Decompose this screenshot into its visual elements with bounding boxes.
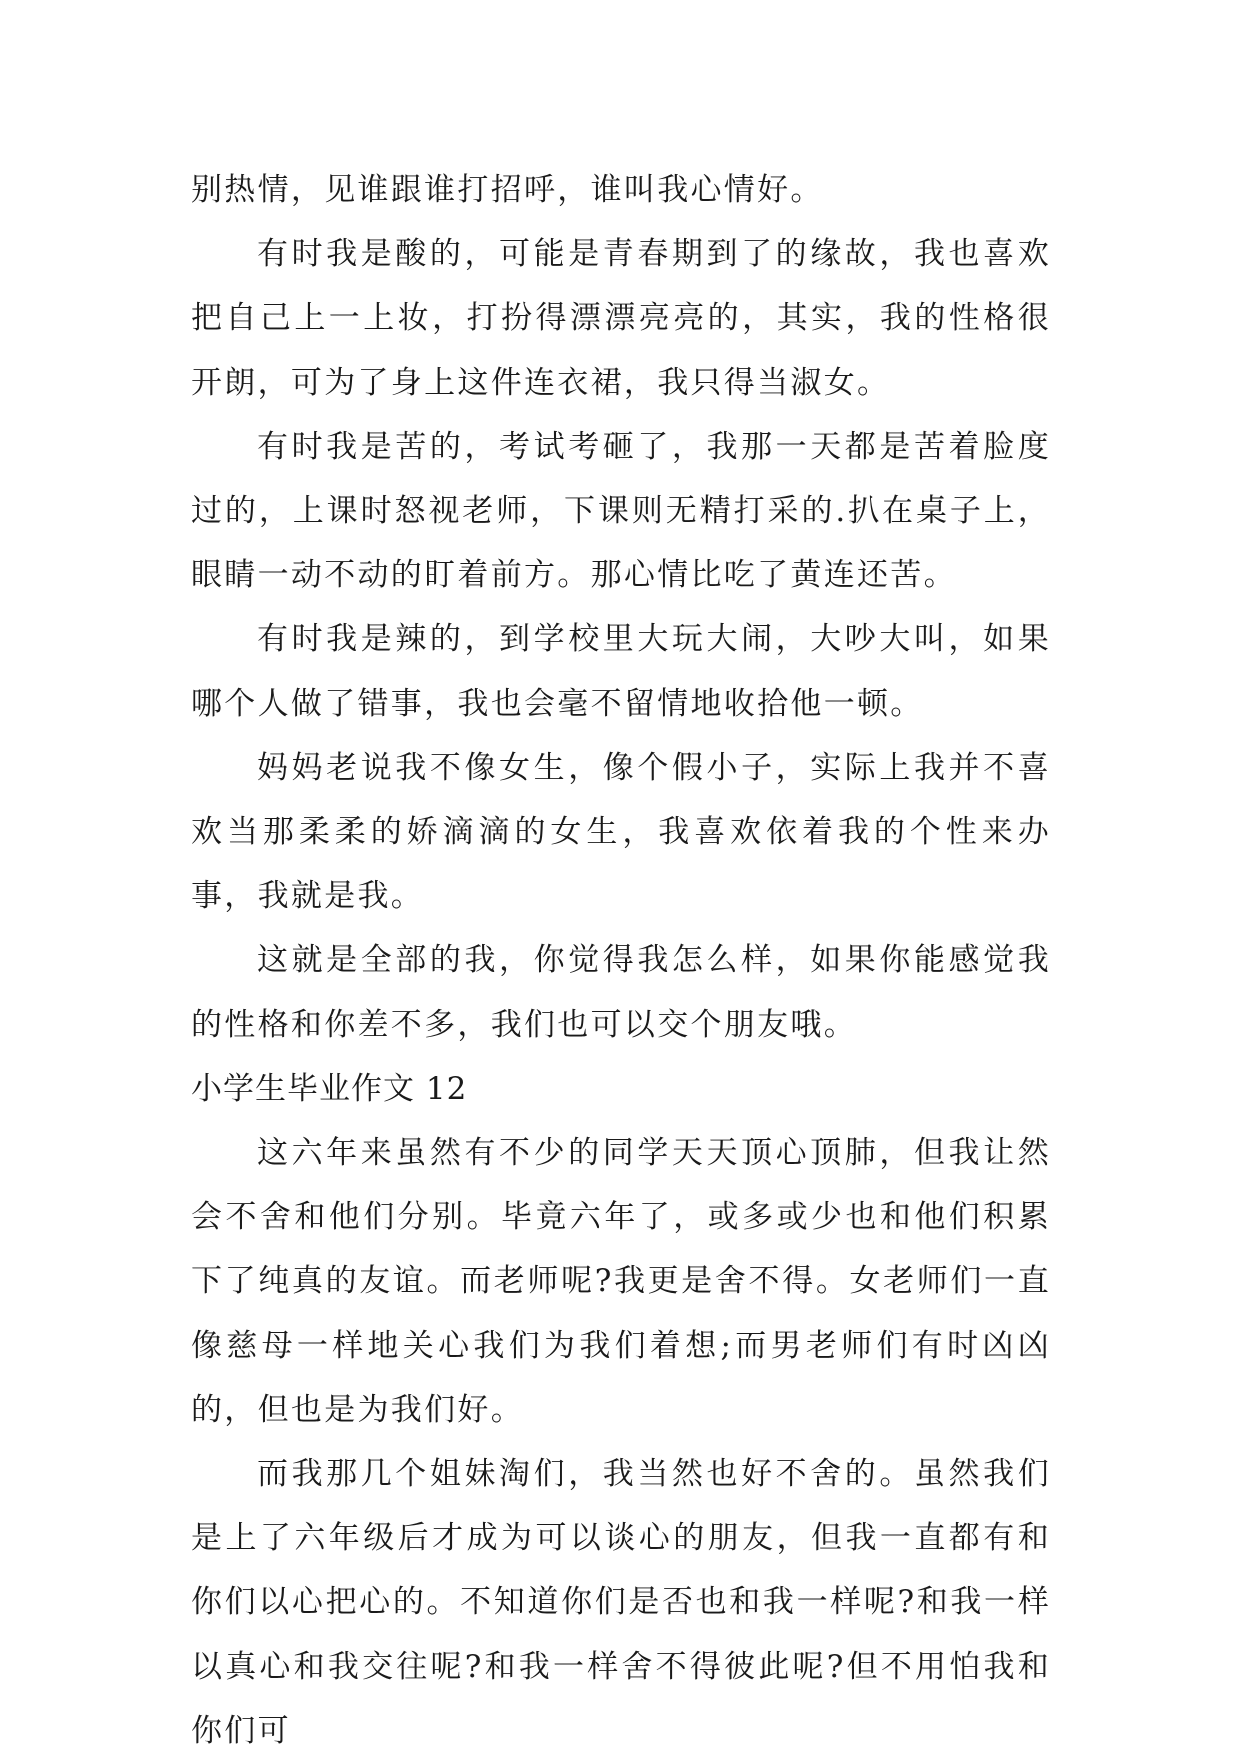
paragraph-sour: 有时我是酸的，可能是青春期到了的缘故，我也喜欢把自己上一上妆，打扮得漂漂亮亮的，其实，我的性格很开朗，可为了身上这件连衣裙，我只得当淑女。 bbox=[191, 236, 1051, 401]
section-title: 小学生毕业作文 12 bbox=[191, 1070, 468, 1107]
paragraph-conclusion: 这就是全部的我，你觉得我怎么样，如果你能感觉我的性格和你差不多，我们也可以交个朋友哦。 bbox=[191, 942, 1051, 1043]
paragraph-bitter: 有时我是苦的，考试考砸了，我那一天都是苦着脸度过的，上课时怒视老师，下课则无精打采的.扒在桌子上，眼睛一动不动的盯着前方。那心情比吃了黄连还苦。 bbox=[191, 428, 1051, 594]
paragraph-six-years: 这六年来虽然有不少的同学天天顶心顶肺，但我让然会不舍和他们分别。毕竟六年了，或多或少也和他们积累下了纯真的友谊。而老师呢?我更是舍不得。女老师们一直像慈母一样地关心我们为我们着想;而男老师们有时凶凶的，但也是为我们好。 bbox=[191, 1135, 1051, 1428]
paragraph-sisters: 而我那几个姐妹淘们，我当然也好不舍的。虽然我们是上了六年级后才成为可以谈心的朋友，但我一直都有和你们以心把心的。不知道你们是否也和我一样呢?和我一样以真心和我交往呢?和我一样舍不得彼此呢?但不用怕我和你们可 bbox=[191, 1456, 1051, 1749]
paragraph-continuation: 别热情，见谁跟谁打招呼，谁叫我心情好。 bbox=[191, 172, 824, 208]
document-body bbox=[191, 158, 1051, 1763]
paragraph-spicy: 有时我是辣的，到学校里大玩大闹，大吵大叫，如果哪个人做了错事，我也会毫不留情地收拾他一顿。 bbox=[191, 621, 1051, 722]
paragraph-mother: 妈妈老说我不像女生，像个假小子，实际上我并不喜欢当那柔柔的娇滴滴的女生，我喜欢依着我的个性来办事，我就是我。 bbox=[191, 749, 1051, 915]
